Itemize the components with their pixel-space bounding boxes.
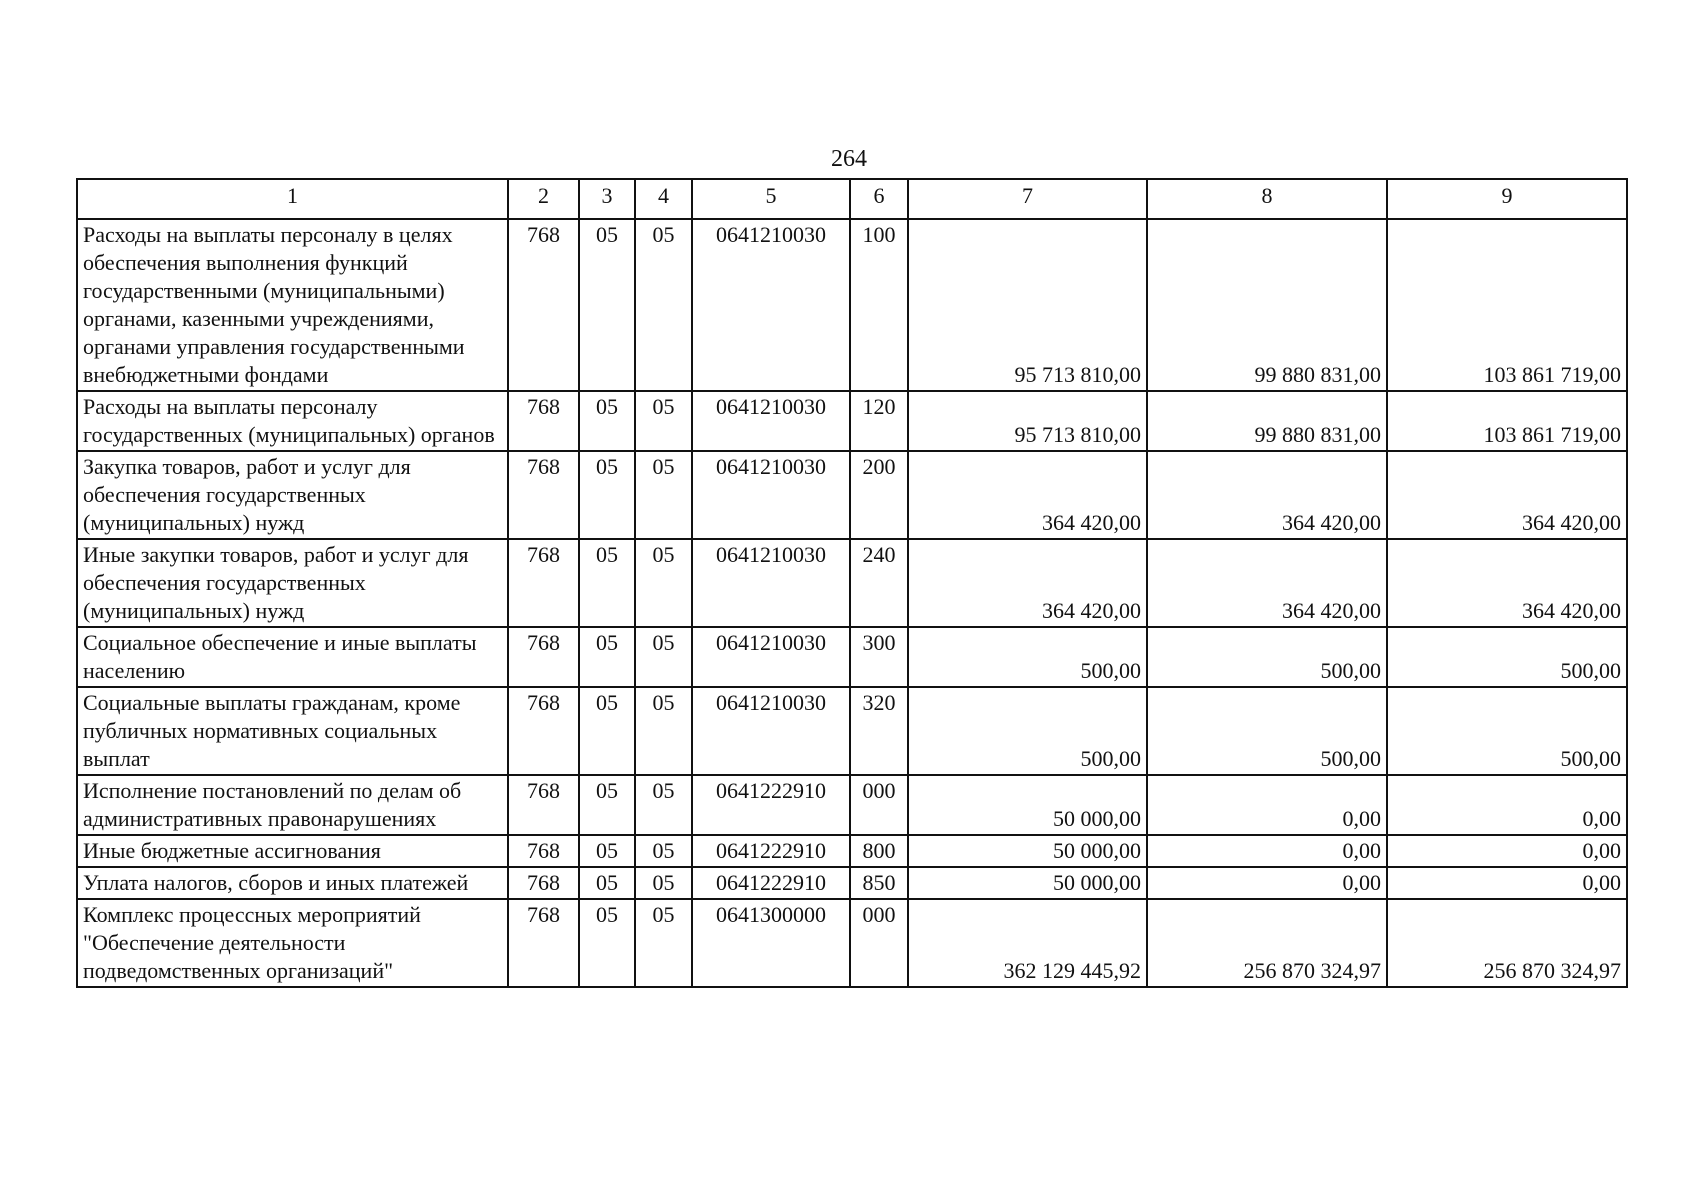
expense-type-cell: 000: [850, 899, 908, 987]
section-code-cell: 05: [579, 775, 635, 835]
amount-year1-cell: 362 129 445,92: [908, 899, 1147, 987]
amount-year1-cell: 95 713 810,00: [908, 391, 1147, 451]
subsection-code-cell: 05: [635, 451, 692, 539]
expense-type-cell: 320: [850, 687, 908, 775]
subsection-code-cell: 05: [635, 627, 692, 687]
expense-type-cell: 800: [850, 835, 908, 867]
expense-type-cell: 120: [850, 391, 908, 451]
admin-code-cell: 768: [508, 391, 579, 451]
expense-name-cell: Иные закупки товаров, работ и услуг для обеспечения государственных (муниципальных) нужд: [77, 539, 508, 627]
column-header: 1: [77, 179, 508, 219]
subsection-code-cell: 05: [635, 219, 692, 391]
amount-year3-cell: 103 861 719,00: [1387, 391, 1627, 451]
expense-name-cell: Комплекс процессных мероприятий "Обеспечение деятельности подведомственных организаций": [77, 899, 508, 987]
amount-year2-cell: 364 420,00: [1147, 451, 1387, 539]
budget-table: [76, 178, 1628, 988]
table-row: [77, 539, 1627, 627]
table-row: [77, 867, 1627, 899]
admin-code-cell: 768: [508, 687, 579, 775]
expense-type-cell: 850: [850, 867, 908, 899]
amount-year2-cell: 99 880 831,00: [1147, 391, 1387, 451]
column-header: 4: [635, 179, 692, 219]
section-code-cell: 05: [579, 835, 635, 867]
amount-year2-cell: 0,00: [1147, 835, 1387, 867]
target-article-cell: 0641222910: [692, 775, 850, 835]
expense-type-cell: 000: [850, 775, 908, 835]
admin-code-cell: 768: [508, 219, 579, 391]
table-row: [77, 451, 1627, 539]
column-header: 6: [850, 179, 908, 219]
page-number: 264: [831, 146, 867, 172]
expense-name-cell: Социальные выплаты гражданам, кроме публичных нормативных социальных выплат: [77, 687, 508, 775]
section-code-cell: 05: [579, 687, 635, 775]
admin-code-cell: 768: [508, 835, 579, 867]
amount-year3-cell: 103 861 719,00: [1387, 219, 1627, 391]
section-code-cell: 05: [579, 539, 635, 627]
section-code-cell: 05: [579, 451, 635, 539]
admin-code-cell: 768: [508, 899, 579, 987]
column-header: 2: [508, 179, 579, 219]
section-code-cell: 05: [579, 627, 635, 687]
subsection-code-cell: 05: [635, 775, 692, 835]
amount-year1-cell: 364 420,00: [908, 451, 1147, 539]
subsection-code-cell: 05: [635, 391, 692, 451]
amount-year1-cell: 500,00: [908, 627, 1147, 687]
column-header: 7: [908, 179, 1147, 219]
subsection-code-cell: 05: [635, 899, 692, 987]
subsection-code-cell: 05: [635, 867, 692, 899]
target-article-cell: 0641222910: [692, 835, 850, 867]
expense-name-cell: Уплата налогов, сборов и иных платежей: [77, 867, 508, 899]
table-row: [77, 775, 1627, 835]
amount-year2-cell: 0,00: [1147, 775, 1387, 835]
section-code-cell: 05: [579, 899, 635, 987]
column-header: 8: [1147, 179, 1387, 219]
amount-year2-cell: 500,00: [1147, 627, 1387, 687]
expense-name-cell: Социальное обеспечение и иные выплаты населению: [77, 627, 508, 687]
amount-year3-cell: 364 420,00: [1387, 539, 1627, 627]
target-article-cell: 0641210030: [692, 451, 850, 539]
amount-year2-cell: 0,00: [1147, 867, 1387, 899]
section-code-cell: 05: [579, 391, 635, 451]
table-row: [77, 899, 1627, 987]
expense-type-cell: 300: [850, 627, 908, 687]
amount-year1-cell: 50 000,00: [908, 835, 1147, 867]
expense-name-cell: Закупка товаров, работ и услуг для обеспечения государственных (муниципальных) нужд: [77, 451, 508, 539]
expense-type-cell: 100: [850, 219, 908, 391]
expense-name-cell: Иные бюджетные ассигнования: [77, 835, 508, 867]
amount-year2-cell: 364 420,00: [1147, 539, 1387, 627]
target-article-cell: 0641210030: [692, 539, 850, 627]
expense-name-cell: Расходы на выплаты персоналу в целях обеспечения выполнения функций государственными (муниципальными) органами, казенными учреждениями, органами управления государственными внебюджетными фондами: [77, 219, 508, 391]
target-article-cell: 0641210030: [692, 687, 850, 775]
amount-year1-cell: 500,00: [908, 687, 1147, 775]
subsection-code-cell: 05: [635, 687, 692, 775]
target-article-cell: 0641210030: [692, 391, 850, 451]
section-code-cell: 05: [579, 219, 635, 391]
admin-code-cell: 768: [508, 627, 579, 687]
subsection-code-cell: 05: [635, 539, 692, 627]
amount-year3-cell: 256 870 324,97: [1387, 899, 1627, 987]
amount-year3-cell: 0,00: [1387, 867, 1627, 899]
expense-type-cell: 240: [850, 539, 908, 627]
table-row: [77, 835, 1627, 867]
subsection-code-cell: 05: [635, 835, 692, 867]
table-row: [77, 687, 1627, 775]
amount-year1-cell: 50 000,00: [908, 775, 1147, 835]
amount-year2-cell: 256 870 324,97: [1147, 899, 1387, 987]
expense-name-cell: Исполнение постановлений по делам об административных правонарушениях: [77, 775, 508, 835]
expense-type-cell: 200: [850, 451, 908, 539]
target-article-cell: 0641210030: [692, 627, 850, 687]
amount-year3-cell: 364 420,00: [1387, 451, 1627, 539]
admin-code-cell: 768: [508, 867, 579, 899]
header-row: [77, 179, 1627, 219]
column-header: 5: [692, 179, 850, 219]
section-code-cell: 05: [579, 867, 635, 899]
table-row: [77, 627, 1627, 687]
table-row: [77, 391, 1627, 451]
admin-code-cell: 768: [508, 451, 579, 539]
table-row: [77, 219, 1627, 391]
amount-year2-cell: 99 880 831,00: [1147, 219, 1387, 391]
amount-year3-cell: 500,00: [1387, 687, 1627, 775]
amount-year1-cell: 95 713 810,00: [908, 219, 1147, 391]
amount-year3-cell: 0,00: [1387, 835, 1627, 867]
target-article-cell: 0641222910: [692, 867, 850, 899]
amount-year2-cell: 500,00: [1147, 687, 1387, 775]
column-header: 3: [579, 179, 635, 219]
amount-year3-cell: 500,00: [1387, 627, 1627, 687]
amount-year3-cell: 0,00: [1387, 775, 1627, 835]
admin-code-cell: 768: [508, 539, 579, 627]
target-article-cell: 0641210030: [692, 219, 850, 391]
target-article-cell: 0641300000: [692, 899, 850, 987]
admin-code-cell: 768: [508, 775, 579, 835]
column-header: 9: [1387, 179, 1627, 219]
expense-name-cell: Расходы на выплаты персоналу государственных (муниципальных) органов: [77, 391, 508, 451]
amount-year1-cell: 50 000,00: [908, 867, 1147, 899]
amount-year1-cell: 364 420,00: [908, 539, 1147, 627]
